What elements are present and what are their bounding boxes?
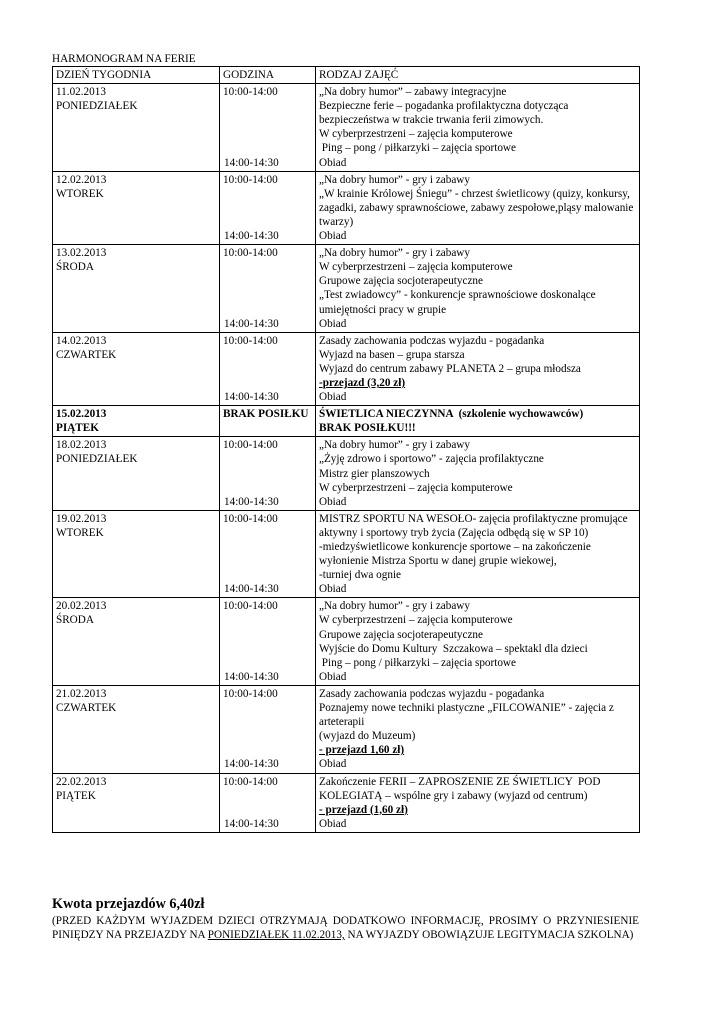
activity-line: Poznajemy nowe techniki plastyczne „FILCOWANIE” - zajęcia z arteterapii [319, 702, 617, 729]
note-text-start: (PRZED KAŻDYM WYJAZDEM DZIECI OTRZYMAJĄ DODATKOWO INFORMACJĘ, PROSIMY O PRZYNIESIENIE PINIĘDZY NA PRZEJAZDY NA [52, 915, 639, 942]
day-cell [53, 84, 220, 172]
table-row [53, 406, 640, 437]
activity-line: (wyjazd do Muzeum) [319, 730, 416, 743]
table-row [53, 437, 640, 510]
day-cell [53, 332, 220, 405]
time-start: 10:00-14:00 [223, 687, 278, 700]
activity-line: -przejazd (3,20 zł) [319, 376, 406, 389]
row-date: 13.02.2013 [56, 247, 107, 260]
day-cell [53, 598, 220, 686]
time-cell [220, 245, 316, 333]
day-cell [53, 437, 220, 510]
time-start: 10:00-14:00 [223, 173, 278, 186]
table-row [53, 245, 640, 333]
row-date: 15.02.2013 [56, 408, 107, 421]
activity-line: Zakończenie FERII – ZAPROSZENIE ZE ŚWIETLICY POD KOLEGIATĄ – wspólne gry i zabawy (wyjazd od centrum) [319, 775, 604, 802]
activity-line: Obiad [319, 583, 347, 596]
row-date: 14.02.2013 [56, 334, 107, 347]
activity-cell [316, 84, 640, 172]
row-weekday: CZWARTEK [56, 348, 117, 361]
row-weekday: WTOREK [56, 526, 104, 539]
time-start: 10:00-14:00 [223, 247, 278, 260]
activity-line: Bezpieczne ferie – pogadanka profilaktyczna dotycząca bezpieczeństwa w trakcie trwania ferii zimowych. [319, 100, 572, 127]
header-day: DZIEŃ TYGODNIA [53, 67, 220, 84]
activity-line: Ping – pong / piłkarzyki – zajęcia sportowe [319, 142, 516, 155]
activity-line: „Test zwiadowcy” - konkurencje sprawnościowe doskonalące umiejętności pracy w grupie [319, 289, 599, 316]
time-cell [220, 685, 316, 773]
activity-line: ŚWIETLICA NIECZYNNA (szkolenie wychowawców) [319, 408, 584, 421]
time-end: 14:00-14:30 [224, 230, 279, 243]
activity-cell [316, 773, 640, 832]
activity-cell [316, 685, 640, 773]
row-date: 20.02.2013 [56, 600, 107, 613]
fare-total: Kwota przejazdów 6,40zł [52, 896, 205, 912]
schedule-page [52, 52, 639, 833]
activity-cell [316, 406, 640, 437]
activity-line: Obiad [319, 670, 347, 683]
time-start: 10:00-14:00 [223, 439, 278, 452]
activity-line: Wyjazd na basen – grupa starsza [319, 348, 465, 361]
day-cell [53, 171, 220, 244]
time-end: 14:00-14:30 [224, 758, 279, 771]
activity-line: - przejazd (1,60 zł) [319, 803, 408, 816]
time-cell [220, 332, 316, 405]
activity-line: Obiad [319, 230, 347, 243]
schedule-table [52, 66, 640, 833]
time-cell [220, 437, 316, 510]
row-date: 18.02.2013 [56, 439, 107, 452]
day-cell [53, 773, 220, 832]
row-date: 22.02.2013 [56, 775, 107, 788]
time-cell [220, 598, 316, 686]
time-cell [220, 84, 316, 172]
activity-line: W cyberprzestrzeni – zajęcia komputerowe [319, 128, 513, 141]
row-weekday: PIĄTEK [56, 789, 96, 802]
activity-line: Obiad [319, 317, 347, 330]
day-cell [53, 510, 220, 598]
row-weekday: PONIEDZIAŁEK [56, 453, 138, 466]
row-weekday: WTOREK [56, 187, 104, 200]
activity-line: Obiad [319, 758, 347, 771]
time-start: 10:00-14:00 [223, 86, 278, 99]
activity-line: Obiad [319, 817, 347, 830]
table-row [53, 773, 640, 832]
time-cell [220, 510, 316, 598]
activity-line: Obiad [319, 495, 347, 508]
activity-line: Wyjście do Domu Kultury Szczakowa – spektakl dla dzieci [319, 642, 588, 655]
activity-line: W cyberprzestrzeni – zajęcia komputerowe [319, 614, 513, 627]
activity-cell [316, 598, 640, 686]
time-cell [220, 406, 316, 437]
activity-line: - przejazd 1,60 zł) [319, 744, 405, 757]
row-weekday: PONIEDZIAŁEK [56, 100, 138, 113]
note-text-end: NA WYJAZDY OBOWIĄZUJE LEGITYMACJA SZKOLNA) [344, 929, 634, 942]
row-date: 19.02.2013 [56, 512, 107, 525]
activity-line: MISTRZ SPORTU NA WESOŁO- zajęcia profilaktyczne promujące aktywny i sportowy tryb życia (Zajęcia odbędą się w SP 10) [319, 512, 631, 539]
table-row [53, 598, 640, 686]
note-date: PONIEDZIAŁEK 11.02.2013, [207, 929, 345, 942]
time-end: 14:00-14:30 [224, 583, 279, 596]
time-end: 14:00-14:30 [224, 156, 279, 169]
activity-cell [316, 510, 640, 598]
activity-line: Mistrz gier planszowych [319, 467, 430, 480]
activity-line: Zasady zachowania podczas wyjazdu - pogadanka [319, 687, 545, 700]
row-weekday: ŚRODA [56, 261, 94, 274]
time-end: 14:00-14:30 [224, 817, 279, 830]
table-row [53, 332, 640, 405]
activity-line: Grupowe zajęcia socjoterapeutyczne [319, 628, 483, 641]
time-cell [220, 171, 316, 244]
activity-line: „W krainie Królowej Śniegu” - chrzest świetlicowy (quizy, konkursy, zagadki, zabawy sprawnościowe, zabawy zespołowe,pląsy malowanie twarzy) [319, 187, 637, 228]
day-cell [53, 245, 220, 333]
activity-line: -miedzyświetlicowe konkurencje sportowe – na zakończenie wyłonienie Mistrza Sportu w danej grupie wiekowej, [319, 541, 594, 568]
activity-line: -turniej dwa ognie [319, 569, 402, 582]
table-row [53, 510, 640, 598]
activity-cell [316, 437, 640, 510]
activity-line: „Na dobry humor” - gry i zabawy [319, 173, 470, 186]
activity-line: Grupowe zajęcia socjoterapeutyczne [319, 275, 483, 288]
header-time: GODZINA [220, 67, 316, 84]
time-start: 10:00-14:00 [223, 334, 278, 347]
row-date: 12.02.2013 [56, 173, 107, 186]
activity-line: „Na dobry humor” - gry i zabawy [319, 247, 470, 260]
row-weekday: ŚRODA [56, 614, 94, 627]
table-row [53, 84, 640, 172]
schedule-rows [53, 84, 640, 833]
activity-line: Zasady zachowania podczas wyjazdu - pogadanka [319, 334, 545, 347]
row-weekday: PIĄTEK [56, 422, 99, 435]
header-activity: RODZAJ ZAJĘĆ [316, 67, 640, 84]
table-row [53, 685, 640, 773]
time-end: 14:00-14:30 [224, 670, 279, 683]
time-end: 14:00-14:30 [224, 391, 279, 404]
row-date: 21.02.2013 [56, 687, 107, 700]
footer-note [52, 914, 639, 942]
time-start: 10:00-14:00 [223, 600, 278, 613]
time-cell [220, 773, 316, 832]
time-end: 14:00-14:30 [224, 317, 279, 330]
activity-line: W cyberprzestrzeni – zajęcia komputerowe [319, 261, 513, 274]
table-row [53, 171, 640, 244]
activity-line: „Na dobry humor” - gry i zabawy [319, 439, 470, 452]
day-cell [53, 685, 220, 773]
activity-cell [316, 245, 640, 333]
document-title: HARMONOGRAM NA FERIE [52, 53, 196, 65]
time-start: BRAK POSIŁKU [223, 408, 309, 421]
time-start: 10:00-14:00 [223, 512, 278, 525]
activity-line: „Żyję zdrowo i sportowo” - zajęcia profilaktyczne [319, 453, 544, 466]
table-header-row [53, 67, 640, 84]
row-weekday: CZWARTEK [56, 702, 117, 715]
activity-line: W cyberprzestrzeni – zajęcia komputerowe [319, 481, 513, 494]
activity-cell [316, 332, 640, 405]
activity-line: Obiad [319, 156, 347, 169]
activity-line: Wyjazd do centrum zabawy PLANETA 2 – grupa młodsza [319, 362, 581, 375]
activity-cell [316, 171, 640, 244]
day-cell [53, 406, 220, 437]
row-date: 11.02.2013 [56, 86, 106, 99]
time-start: 10:00-14:00 [223, 775, 278, 788]
activity-line: Ping – pong / piłkarzyki – zajęcia sportowe [319, 656, 516, 669]
activity-line: BRAK POSIŁKU!!! [319, 422, 416, 435]
time-end: 14:00-14:30 [224, 495, 279, 508]
activity-line: „Na dobry humor” – zabawy integracyjne [319, 86, 507, 99]
activity-line: Obiad [319, 391, 347, 404]
activity-line: „Na dobry humor” - gry i zabawy [319, 600, 470, 613]
